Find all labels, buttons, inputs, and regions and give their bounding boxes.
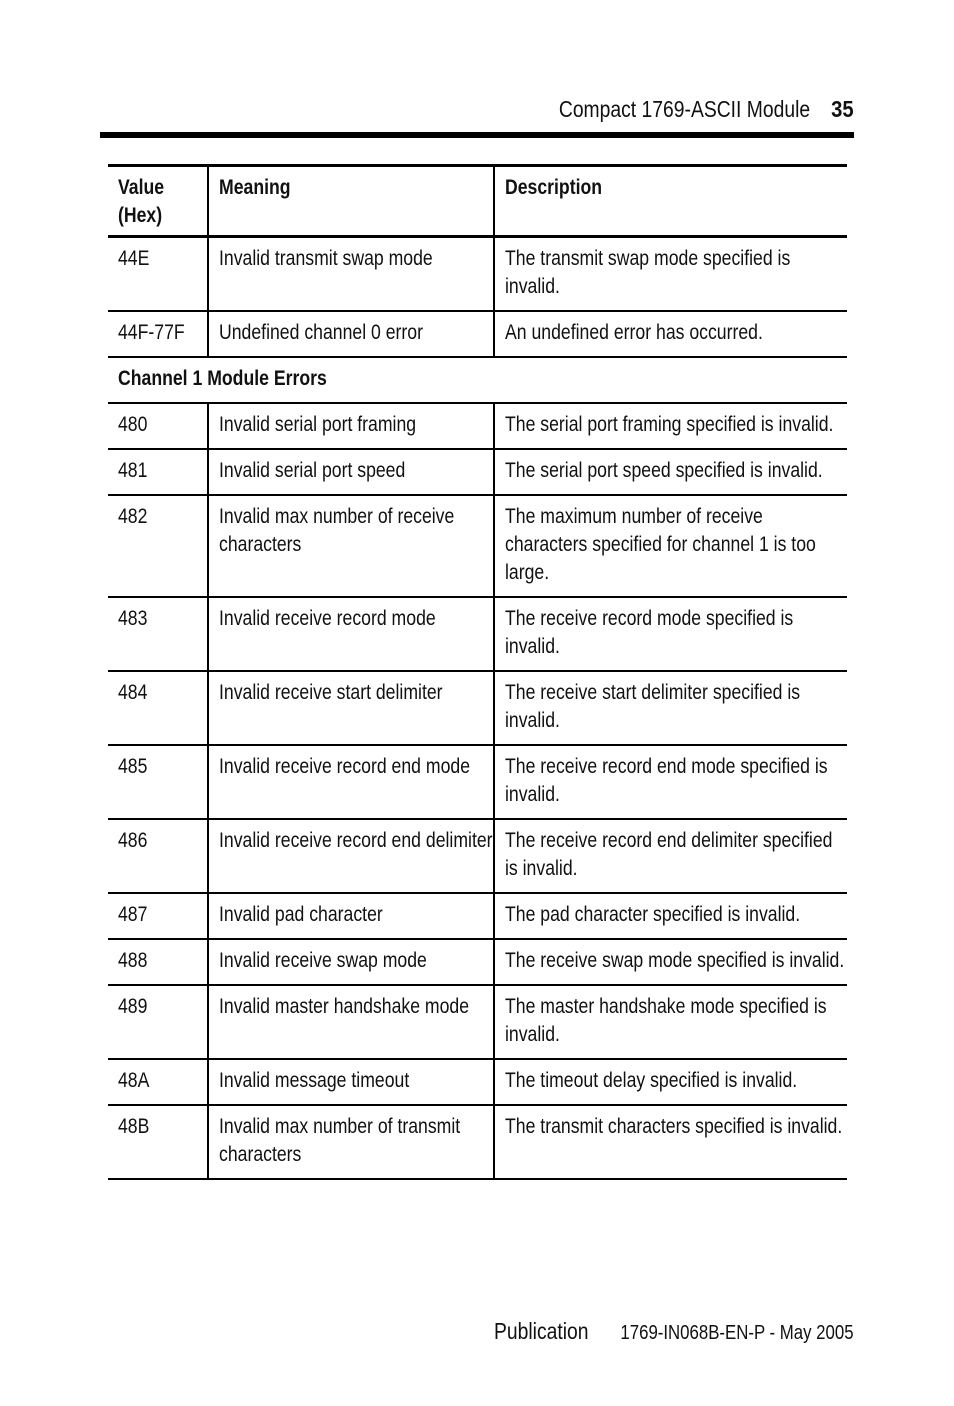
value-cell: 48A (108, 1059, 208, 1105)
description-cell: The serial port framing specified is invalid. (494, 403, 847, 449)
description-cell: The serial port speed specified is invalid. (494, 449, 847, 495)
section-row (108, 357, 847, 403)
column-header-meaning: Meaning (208, 166, 494, 237)
page-number: 35 (831, 95, 854, 122)
table-body-channel-1 (108, 403, 847, 1179)
meaning-cell: Invalid receive start delimiter (208, 671, 494, 745)
description-cell: The timeout delay specified is invalid. (494, 1059, 847, 1105)
meaning-cell: Invalid serial port framing (208, 403, 494, 449)
table-header-row (108, 166, 847, 237)
meaning-cell: Invalid pad character (208, 893, 494, 939)
table-row (108, 1059, 847, 1105)
value-cell: 44E (108, 237, 208, 312)
table-row (108, 311, 847, 357)
meaning-cell: Invalid max number of receive characters (208, 495, 494, 597)
value-cell: 482 (108, 495, 208, 597)
value-cell: 485 (108, 745, 208, 819)
value-cell: 481 (108, 449, 208, 495)
publication-label: Publication (493, 1318, 589, 1344)
value-cell: 486 (108, 819, 208, 893)
table-row (108, 403, 847, 449)
description-cell: The maximum number of receive characters specified for channel 1 is too large. (494, 495, 847, 597)
table-row (108, 819, 847, 893)
meaning-cell: Invalid serial port speed (208, 449, 494, 495)
description-cell: An undefined error has occurred. (494, 311, 847, 357)
value-cell: 488 (108, 939, 208, 985)
value-cell: 483 (108, 597, 208, 671)
error-code-table (108, 164, 847, 1180)
column-header-description: Description (494, 166, 847, 237)
table-row (108, 985, 847, 1059)
table-body-channel-0 (108, 237, 847, 358)
running-header (511, 93, 854, 125)
description-cell: The transmit swap mode specified is invalid. (494, 237, 847, 312)
meaning-cell: Invalid max number of transmit characters (208, 1105, 494, 1179)
table-section (108, 357, 847, 403)
meaning-cell: Invalid master handshake mode (208, 985, 494, 1059)
value-cell: 484 (108, 671, 208, 745)
column-header-value: Value (Hex) (108, 166, 208, 237)
table-row (108, 597, 847, 671)
document-title: Compact 1769-ASCII Module (559, 95, 811, 122)
header-rule (100, 132, 854, 138)
table-row (108, 1105, 847, 1179)
description-cell: The transmit characters specified is invalid. (494, 1105, 847, 1179)
meaning-cell: Undefined channel 0 error (208, 311, 494, 357)
publication-id: 1769-IN068B-EN-P - May 2005 (620, 1322, 854, 1344)
description-cell: The receive start delimiter specified is invalid. (494, 671, 847, 745)
table-row (108, 671, 847, 745)
description-cell: The pad character specified is invalid. (494, 893, 847, 939)
meaning-cell: Invalid receive record end mode (208, 745, 494, 819)
value-cell: 48B (108, 1105, 208, 1179)
meaning-cell: Invalid message timeout (208, 1059, 494, 1105)
description-cell: The receive record end mode specified is invalid. (494, 745, 847, 819)
table-row (108, 237, 847, 312)
publication-footer (476, 1318, 854, 1348)
meaning-cell: Invalid receive record end delimiter (208, 819, 494, 893)
value-cell: 489 (108, 985, 208, 1059)
table-row (108, 495, 847, 597)
table-row (108, 449, 847, 495)
description-cell: The receive record end delimiter specified is invalid. (494, 819, 847, 893)
table-row (108, 745, 847, 819)
section-title: Channel 1 Module Errors (108, 357, 847, 403)
meaning-cell: Invalid receive record mode (208, 597, 494, 671)
meaning-cell: Invalid transmit swap mode (208, 237, 494, 312)
value-cell: 487 (108, 893, 208, 939)
table-row (108, 939, 847, 985)
description-cell: The receive record mode specified is invalid. (494, 597, 847, 671)
description-cell: The master handshake mode specified is invalid. (494, 985, 847, 1059)
value-cell: 44F-77F (108, 311, 208, 357)
meaning-cell: Invalid receive swap mode (208, 939, 494, 985)
description-cell: The receive swap mode specified is invalid. (494, 939, 847, 985)
value-cell: 480 (108, 403, 208, 449)
table-row (108, 893, 847, 939)
